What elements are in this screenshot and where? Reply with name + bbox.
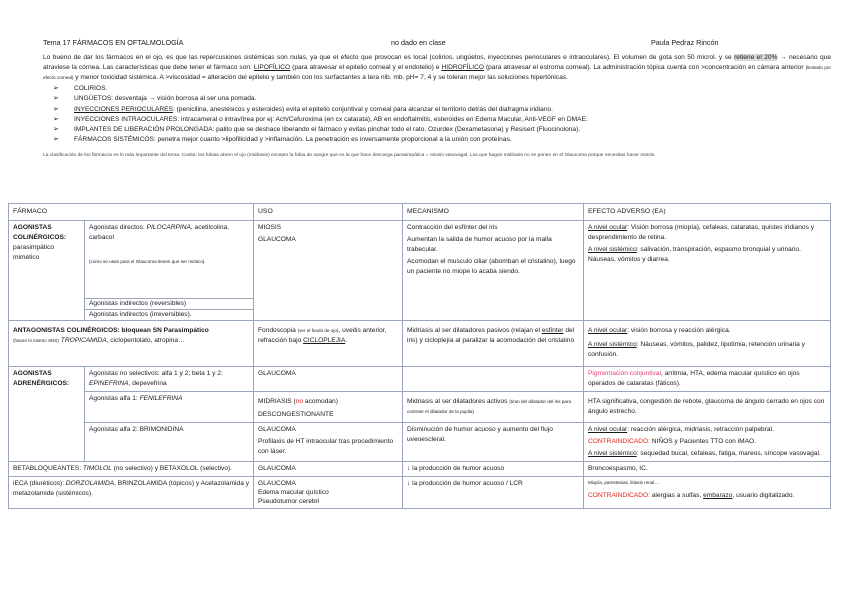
- efecto-text: : sequedad bucal, cefaleas, fatiga, mareos, síncope vasovagal.: [636, 450, 821, 457]
- efecto-cell: [584, 321, 831, 367]
- column-header: USO: [254, 204, 403, 221]
- efecto-text: , arritmia, HTA, edema macular quístico en ojos operados de cataratas (fáticos).: [588, 370, 800, 387]
- uso-cell: GLAUCOMA: [254, 462, 403, 477]
- uso-item: MIOSIS: [258, 224, 282, 231]
- drug-label: Agonistas alfa 1:: [89, 395, 140, 402]
- mecanismo-underlined: esfinter: [541, 327, 564, 334]
- drug-name: EPINEFRINA: [89, 380, 129, 387]
- header-center-note: no dado en clase: [391, 38, 446, 47]
- uso-item: GLAUCOMA: [258, 426, 296, 433]
- uso-cell: [254, 477, 403, 509]
- list-item: [53, 105, 831, 115]
- efecto-label: A nivel sistémico: [588, 341, 637, 348]
- efecto-item: [588, 491, 826, 501]
- efecto-cell: Broncoespasmo, IC.: [584, 462, 831, 477]
- mecanismo-text: del iris) y cicloplejía al paralizar la acomodación del cristalino: [407, 327, 575, 344]
- arrow-bullet-icon: ➢: [53, 126, 59, 134]
- list-item-small: (en cx catarata): [324, 115, 371, 123]
- drug-cell: Agonistas indirectos (irreversibles).: [85, 310, 254, 321]
- group-title: AGONISTAS ADRENÉRGICOS:: [13, 370, 70, 387]
- efecto-cell: [584, 423, 831, 462]
- uso-text: acomodan): [303, 398, 338, 405]
- uso-text: Fondoscopia: [258, 327, 298, 334]
- drug-label: , BRINZOLAMIDA (tópicos) y Acetazolamida y metazolamide (sistémicos).: [13, 480, 249, 497]
- drug-name: PILOCARPINA: [146, 224, 191, 231]
- drug-cell: Agonistas indirectos (reversibles): [85, 299, 254, 310]
- efecto-item: [588, 340, 826, 364]
- arrow-bullet-icon: ➢: [53, 95, 59, 103]
- uso-item: [258, 397, 398, 407]
- drug-label: BETABLOQUEANTES:: [13, 465, 83, 472]
- drug-cell: [85, 367, 254, 392]
- uso-text: , uveitis anterior, refracción bajo: [258, 327, 387, 344]
- list-item: [53, 135, 831, 145]
- drug-cell: [85, 392, 254, 423]
- drug-cell: [9, 462, 254, 477]
- intro-text: → necesario que atraviese la córnea. Las características que debe tener el fármaco son:: [43, 54, 831, 71]
- mecanismo-small: (tiran del dilatador del iris para contraer el dilatador de la pupila): [407, 399, 572, 414]
- contraindicado-label: CONTRAINDICADO:: [588, 438, 650, 445]
- efecto-cell: [584, 477, 831, 509]
- uso-text: MIDRIASIS (: [258, 398, 296, 405]
- intro-text: (para atravesar el epitelio corneal y el endotelio) e: [290, 64, 442, 71]
- list-item-text: INYECCIONES INTRAOCULARES: intracameral o intravítrea por ej: Ach/Cefuroxima: [74, 115, 325, 123]
- efecto-highlight: Pigmentación conjuntival: [588, 370, 661, 377]
- efecto-text: alergias a sulfas,: [649, 492, 704, 499]
- classification-note: La clasificación de los fármacos es lo más importante del tema. Cosita: las fobias abren el ojo (midriasis) excepto la fobia de sangre que es la que hace descarga parasimpática = miosis vasovagal. Los que hagan midriasis no se ponen en el Glaucoma porque necesitas hacer miosis.: [43, 152, 656, 158]
- page-title: Tema 17 FÁRMACOS EN OFTALMOLOGÍA: [43, 38, 184, 47]
- uso-cell: [254, 321, 403, 367]
- list-item-text: COLIRIOS.: [74, 85, 108, 92]
- uso-item: Edema macular quístico: [258, 489, 329, 496]
- uso-cell: [254, 423, 403, 462]
- mecanismo-cell: [403, 321, 584, 367]
- uso-item: GLAUCOMA: [258, 236, 296, 243]
- drug-cell: Agonistas alfa 2: BRIMONIDINA: [85, 423, 254, 462]
- uso-item: Pseudotumor cerebri: [258, 498, 320, 505]
- drug-label: , depevefrina: [128, 380, 167, 387]
- efecto-text: , usuario digitalizado.: [732, 492, 795, 499]
- drug-label: Agonistas no selectivos: alfa 1 y 2; beta 1 y 2:: [89, 370, 223, 377]
- group-cell: [9, 367, 85, 462]
- uso-item: DESCONGESTIONANTE: [258, 411, 334, 418]
- efecto-underlined: embarazo: [703, 492, 733, 499]
- list-item: [53, 125, 831, 135]
- uso-item: Profilaxis de HT intraocular tras procedimiento con láser.: [258, 438, 394, 455]
- table-row: [9, 423, 831, 462]
- efecto-cell: HTA significativa, congestión de rebote, glaucoma de ángulo cerrado en ojos con ángulo estrecho.: [584, 392, 831, 423]
- column-header: EFECTO ADVERSO (EA): [584, 204, 831, 221]
- list-item-text: UNGÜETOS: desventaja → visión borrosa al ser una pomada.: [74, 95, 257, 103]
- list-item-text: , AB en endoftalmitis, esteroides en Edema Macular, Anti-VEGF en DMAE.: [370, 115, 588, 123]
- document-page: [43, 38, 831, 160]
- uso-cell: GLAUCOMA: [254, 367, 403, 392]
- hidrofilico-term: HIDROFÍLICO: [441, 64, 484, 71]
- arrow-bullet-icon: ➢: [53, 115, 59, 123]
- table-header-row: [9, 204, 831, 221]
- lipofilico-term: LIPOFÍLICO: [253, 64, 291, 71]
- uso-cell: [254, 392, 403, 423]
- uso-underlined: CICLOPLEJIA: [303, 337, 346, 344]
- mecanismo-item: Acomodan el musculo ciliar (abomban el cristalino), luego un paciente no miope lo acaba siendo.: [407, 258, 576, 275]
- efecto-item: [588, 425, 826, 435]
- mecanismo-cell: ↓ la producción de humor acuoso / LCR: [403, 477, 584, 509]
- drug-name: TROPICAMIDA: [60, 337, 107, 344]
- efecto-text: : visión borrosa y reacción alérgica.: [627, 327, 731, 334]
- mecanismo-cell: [403, 392, 584, 423]
- uso-text: .: [345, 337, 348, 344]
- efecto-item: [588, 449, 826, 459]
- mecanismo-item: Contracción del esfínter del iris: [407, 224, 498, 231]
- drug-name: TIMOLOL: [82, 465, 112, 472]
- table-row: [9, 221, 831, 299]
- drug-table: [8, 203, 831, 509]
- intro-text: y menor toxicidad sistémica. A >viscosidad = alteración del epitelio y también con los surfactantes a tera nib. mb. pH= 7, 4 y se toleran mejor las soluciones hipertónicas.: [73, 74, 568, 81]
- efecto-text: : salivación, transpiración, espasmo bronquial y urinario. Náuseas, vómitos y diarrea.: [588, 246, 801, 263]
- efecto-text: : reacción alérgica, midriasis, retracción palpebral.: [627, 426, 774, 433]
- uso-small: (ver el fondo de ojo): [297, 328, 339, 333]
- table-row: [9, 321, 831, 367]
- drug-cell: [9, 321, 254, 367]
- list-item: [53, 115, 831, 125]
- mecanismo-cell: [403, 367, 584, 392]
- list-item-text: IMPLANTES DE LIBERACIÓN PROLONGADA: palito que se deshace liberando el fármaco y evitas pinchar todo el rato. Ozurdex (Dexametasona) y Resisert (Fluocinolona).: [74, 126, 581, 134]
- group-title: AGONISTAS COLINÉRGICOS:: [13, 224, 67, 241]
- efecto-item: [588, 437, 826, 447]
- intro-small-text: (limitado por efecto corneal): [43, 65, 831, 80]
- uso-item: GLAUCOMA: [258, 480, 296, 487]
- arrow-bullet-icon: ➢: [53, 136, 59, 144]
- mecanismo-cell: Disminución de humor acuoso y aumento del flujo uveoescleral.: [403, 423, 584, 462]
- mecanismo-item: Aumentan la salida de humor acuoso por la malla trabecular.: [407, 236, 552, 253]
- table-row: [9, 367, 831, 392]
- efecto-label: A nivel ocular: [588, 426, 628, 433]
- drug-label: iECA (diuréticos):: [13, 480, 66, 487]
- group-subtitle: parasimpático mimético: [13, 244, 55, 261]
- highlighted-text: retiene el 20%: [734, 54, 778, 61]
- drug-label: , ciclopentolato, atropina…: [106, 337, 185, 344]
- intro-text: (para atravesar el estroma corneal). La administración tópica cuenta con >concentración en cámara anterior: [484, 64, 806, 71]
- list-item-text: FÁRMACOS SISTÉMICOS: penetra mejor cuanto >lipofilicidad y >inflamación. La penetración es inversamente proporcional a la unión con proteínas.: [74, 136, 512, 144]
- table-row: [9, 392, 831, 423]
- drug-note: (hacen lo mismo SNS): [13, 338, 59, 343]
- list-item: [53, 94, 831, 104]
- group-cell: [9, 221, 85, 321]
- uso-cell: [254, 221, 403, 321]
- drug-title: ANTAGONISTAS COLINÉRGICOS: bloquean SN Parasimpático: [13, 327, 209, 334]
- drug-label: Agonistas directos:: [89, 224, 147, 231]
- column-header: MECANISMO: [403, 204, 584, 221]
- efecto-label: A nivel ocular: [588, 327, 628, 334]
- drug-label: , acetilcolina, carbacol: [89, 224, 230, 241]
- efecto-item: [588, 326, 826, 336]
- administration-list: [43, 84, 831, 146]
- efecto-cell: [584, 221, 831, 321]
- arrow-bullet-icon: ➢: [53, 105, 59, 113]
- mecanismo-text: Midriasis al ser dilatadores pasivos (relajan el: [407, 327, 542, 334]
- mecanismo-cell: ↓ la producción de humor acuoso: [403, 462, 584, 477]
- arrow-bullet-icon: ➢: [53, 85, 59, 92]
- intro-paragraph: [43, 53, 831, 83]
- efecto-label: A nivel ocular: [588, 224, 628, 231]
- efecto-text: : Visión borrosa (miopía), cefaleas, cataratas, quistes iridianos y desprendimiento de retina.: [588, 224, 815, 241]
- efecto-item: [588, 245, 826, 265]
- drug-name: FENILEFRINA: [139, 395, 183, 402]
- contraindicado-label: CONTRAINDICADO:: [588, 492, 650, 499]
- table-row: [9, 462, 831, 477]
- efecto-label: A nivel sistémico: [588, 246, 637, 253]
- efecto-item: [588, 223, 826, 243]
- intro-text: Lo bueno de dar los fármacos en el ojo, es que las repercusiones sistémicas son nulas, ya que el efecto que provocan es local (colirios, ungüetos, inyecciones perioculares e intraoculares). El volumen de gota son 50 microl. y se: [43, 54, 735, 61]
- list-item: [53, 84, 831, 94]
- drug-cell: [9, 477, 254, 509]
- list-item-underlined: INYECCIONES PERIOCULARES: [74, 105, 173, 113]
- drug-note: (como se usan para el Glaucoma tienen que ser miótico).: [89, 259, 206, 264]
- efecto-text: NIÑOS y Pacientes TTO con iMAO.: [649, 438, 756, 445]
- efecto-cell: [584, 367, 831, 392]
- mecanismo-text: Midriasis al ser dilatadores activos: [407, 398, 510, 405]
- list-item-text: : (penicilina, anestésicos y esteroides) evita el epitelio conjuntival y corneal para alcanzar el territorio detrás del diafragma iridiano.: [172, 105, 554, 113]
- column-header: FÁRMACO: [9, 204, 254, 221]
- mecanismo-cell: [403, 221, 584, 321]
- efecto-text: : Náuseas, vómitos, palidez, lipotimia, retención urinaria y confusión.: [588, 341, 805, 358]
- drug-label: (no selectivo) y BETAXOLOL (selectivo).: [111, 465, 233, 472]
- author-name: Paula Pedraz Rincón: [651, 38, 719, 47]
- table-row: [9, 477, 831, 509]
- uso-red: no: [295, 398, 304, 405]
- drug-cell: [85, 221, 254, 299]
- document-header: [43, 38, 831, 51]
- efecto-label: A nivel sistémico: [588, 450, 637, 457]
- drug-name: DORZOLAMIDA: [65, 480, 115, 487]
- efecto-small: Miopía, parestesias, litiasis renal…: [588, 480, 659, 485]
